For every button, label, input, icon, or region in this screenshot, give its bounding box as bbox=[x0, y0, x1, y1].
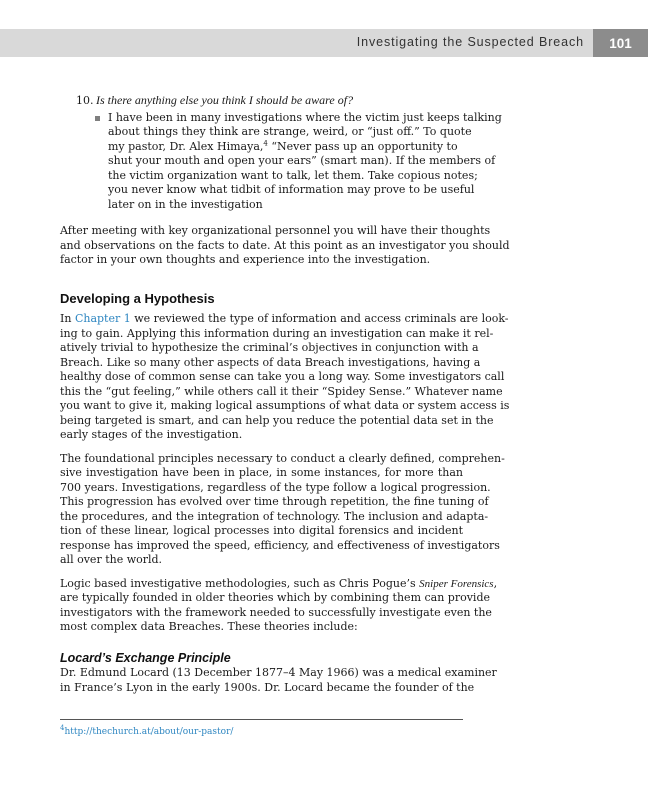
paragraph-logic-based bbox=[60, 576, 498, 635]
text-line: The foundational principles necessary to conduct a clearly defined, comprehen- bbox=[60, 451, 505, 465]
text-line: are typically founded in older theories which by combining them can provide bbox=[60, 591, 491, 604]
text-fragment: we reviewed the type of information and access criminals are look- bbox=[130, 312, 509, 325]
text-line: Dr. Edmund Locard (13 December 1877–4 May 1966) was a medical examiner bbox=[60, 666, 497, 679]
subsection-heading: Locard’s Exchange Principle bbox=[60, 650, 231, 665]
section-heading: Developing a Hypothesis bbox=[60, 290, 215, 306]
text-line: tion of these linear, logical processes into digital forensics and incident bbox=[60, 524, 463, 537]
footnote-divider bbox=[60, 719, 463, 720]
footnote bbox=[60, 724, 234, 737]
page-number: 101 bbox=[593, 29, 648, 57]
text-line: the procedures, and the integration of technology. The inclusion and adapta- bbox=[60, 509, 489, 523]
footnote-link[interactable]: http://thechurch.at/about/our-pastor/ bbox=[64, 727, 234, 737]
text-line: factor in your own thoughts and experience into the investigation. bbox=[60, 253, 431, 266]
bullet-line: you never know what tidbit of information may prove to be useful bbox=[108, 183, 475, 196]
question-item bbox=[76, 93, 463, 109]
square-bullet-icon bbox=[95, 116, 100, 121]
bullet-line: later on in the investigation bbox=[108, 197, 263, 211]
footnote-ref[interactable]: 4 bbox=[263, 138, 268, 147]
bullet-line-part: my pastor, Dr. Alex Himaya, bbox=[108, 139, 264, 153]
text-line: most complex data Breaches. These theories include: bbox=[60, 620, 358, 633]
bullet-answer bbox=[96, 110, 502, 213]
text-line: and observations on the facts to date. At this point as an investigator you should bbox=[60, 238, 510, 252]
page-body bbox=[60, 93, 510, 704]
text-line: you want to give it, making logical assumptions of what data or system access is bbox=[60, 399, 510, 412]
text-line: all over the world. bbox=[60, 553, 163, 566]
text-line: atively trivial to hypothesize the criminal’s objectives in conjunction with a bbox=[60, 341, 479, 354]
text-line: sive investigation have been in place, in some instances, for more than bbox=[60, 466, 463, 479]
text-line: After meeting with key organizational personnel you will have their thoughts bbox=[60, 224, 491, 237]
text-fragment: , bbox=[493, 576, 498, 590]
sniper-forensics-title: Sniper Forensics bbox=[419, 577, 494, 590]
question-text: Is there anything else you think I should be aware of? bbox=[96, 93, 354, 107]
bullet-line: shut your mouth and open your ears” (smart man). If the members of bbox=[108, 154, 496, 167]
paragraph-after-meeting bbox=[60, 224, 510, 268]
text-line bbox=[60, 312, 509, 327]
bullet-line bbox=[108, 140, 463, 155]
paragraph-locard bbox=[60, 666, 497, 695]
text-line bbox=[60, 576, 498, 592]
text-line: response has improved the speed, efficiency, and effectiveness of investigators bbox=[60, 538, 500, 552]
footnote-number: 4 bbox=[60, 724, 65, 732]
bullet-line: I have been in many investigations where the victim just keeps talking bbox=[108, 110, 502, 124]
question-number: 10. bbox=[76, 94, 94, 107]
text-line: investigators with the framework needed to successfully investigate even the bbox=[60, 605, 492, 619]
text-line: healthy dose of common sense can take you a long way. Some investigators call bbox=[60, 370, 505, 383]
bullet-line: the victim organization want to talk, let them. Take copious notes; bbox=[108, 168, 478, 182]
text-line: being targeted is smart, and can help you reduce the potential data set in the bbox=[60, 413, 494, 427]
bullet-line: about things they think are strange, weird, or “just off.” To quote bbox=[108, 125, 472, 138]
bullet-line-part: “Never pass up an opportunity to bbox=[271, 139, 458, 153]
text-line: Breach. Like so many other aspects of data Breach investigations, having a bbox=[60, 355, 481, 369]
text-fragment: Logic based investigative methodologies, such as Chris Pogue’s bbox=[60, 576, 420, 590]
text-line: 700 years. Investigations, regardless of the type follow a logical progression. bbox=[60, 480, 491, 494]
text-line: ing to gain. Applying this information during an investigation can make it rel- bbox=[60, 326, 494, 340]
text-fragment: In bbox=[60, 312, 75, 325]
text-line: This progression has evolved over time through repetition, the fine tuning of bbox=[60, 495, 489, 508]
text-line: early stages of the investigation. bbox=[60, 428, 243, 441]
text-line: this the “gut feeling,” while others call it their “Spidey Sense.” Whatever name bbox=[60, 384, 503, 398]
paragraph-hypothesis bbox=[60, 312, 510, 443]
running-title: Investigating the Suspected Breach bbox=[356, 35, 584, 49]
chapter-1-link[interactable]: Chapter 1 bbox=[74, 312, 131, 325]
paragraph-foundational bbox=[60, 451, 505, 568]
text-line: in France’s Lyon in the early 1900s. Dr. Locard became the founder of the bbox=[60, 680, 475, 694]
